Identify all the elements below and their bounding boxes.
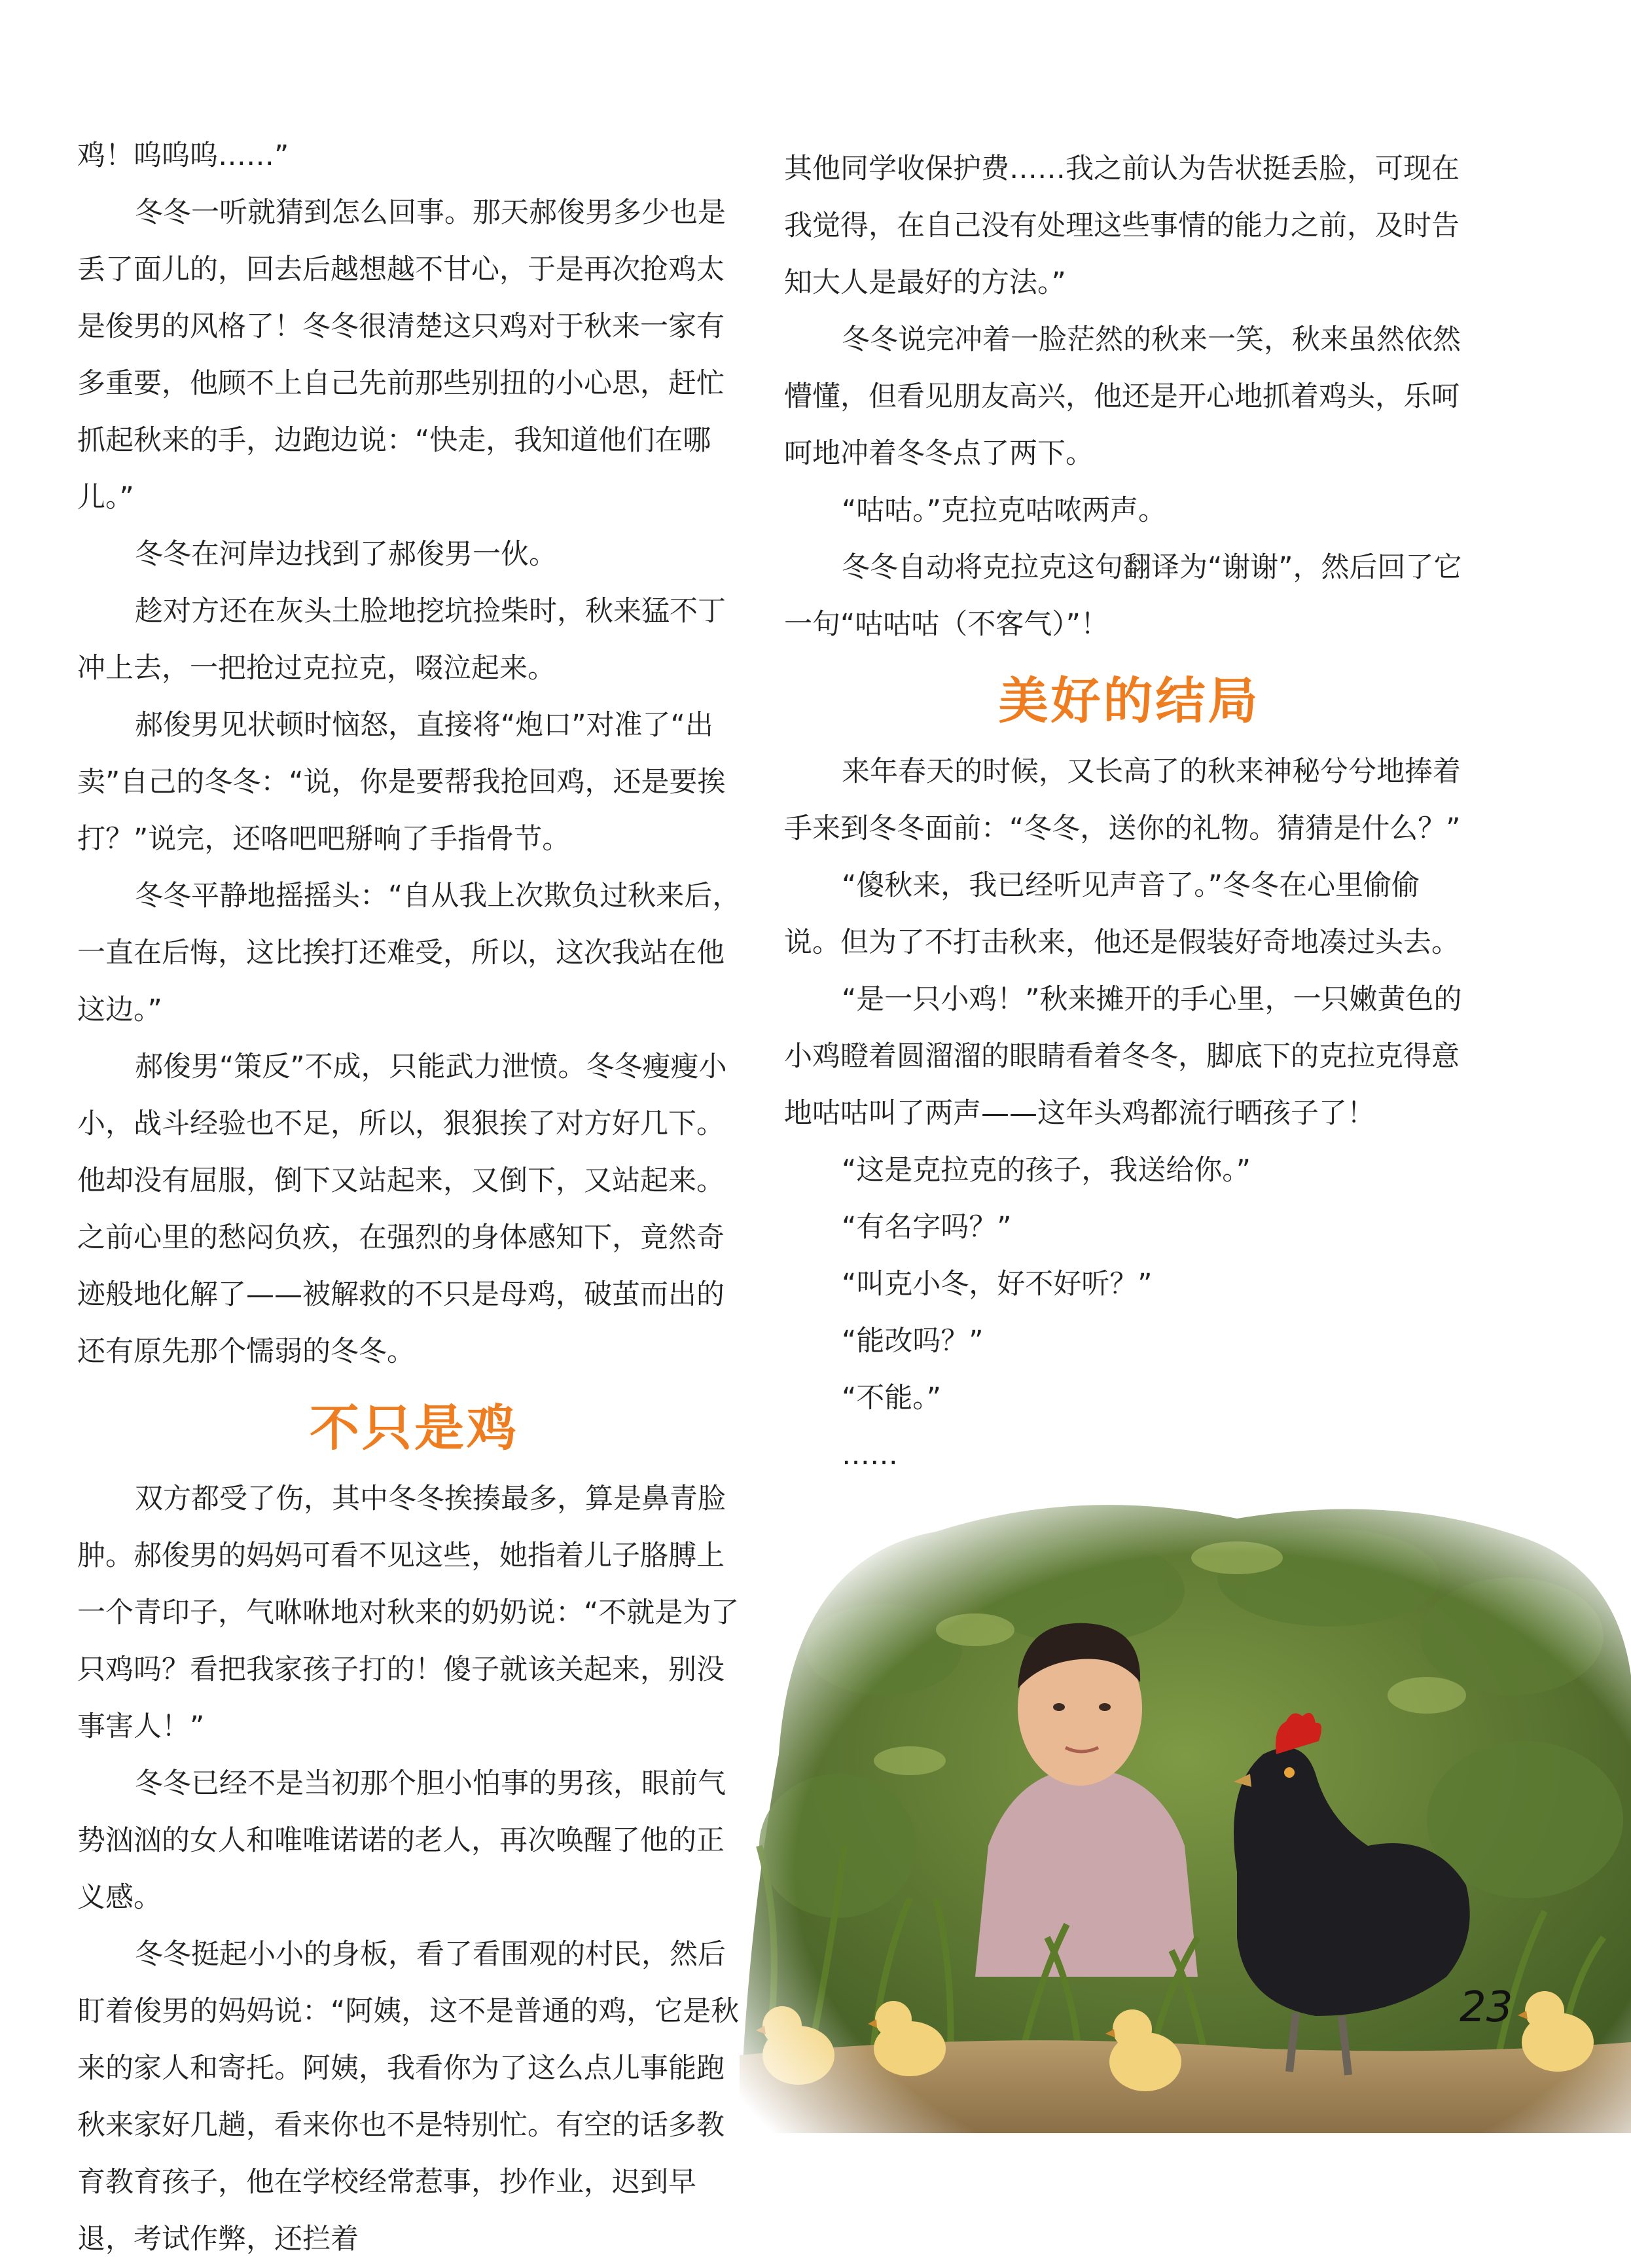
paragraph: “叫克小冬，好不好听？” <box>842 1268 1153 1301</box>
paragraph: 冬冬自动将克拉克这句翻译为“谢谢”，然后回了它一句“咕咕咕（不客气）”！ <box>784 551 1462 641</box>
paragraph: “不能。” <box>842 1382 942 1414</box>
section-heading: 美好的结局 <box>998 672 1261 730</box>
paragraph: 其他同学收保护费……我之前认为告状挺丢脸，可现在我觉得，在自己没有处理这些事情的能力之前，及时告知大人是最好的方法。” <box>784 153 1460 299</box>
paragraph: 趁对方还在灰头土脸地挖坑捡柴时，秋来猛不丁冲上去，一把抢过克拉克，啜泣起来。 <box>77 595 726 685</box>
paragraph: “咕咕。”克拉克咕哝两声。 <box>842 494 1167 527</box>
section-heading: 不只是鸡 <box>310 1399 519 1457</box>
paragraph: “这是克拉克的孩子，我送给你。” <box>842 1154 1251 1187</box>
paragraph: “是一只小鸡！”秋来摊开的手心里，一只嫩黄色的小鸡瞪着圆溜溜的眼睛看着冬冬，脚底下的克拉克得意地咕咕叫了两声——这年头鸡都流行晒孩子了！ <box>784 983 1462 1130</box>
paragraph: “有名字吗？” <box>842 1211 1012 1244</box>
paragraph: 冬冬说完冲着一脸茫然的秋来一笑，秋来虽然依然懵懂，但看见朋友高兴，他还是开心地抓着鸡头，乐呵呵地冲着冬冬点了两下。 <box>784 323 1461 470</box>
text-column-left <box>77 128 751 2268</box>
page-number: 23 <box>1460 1983 1513 2032</box>
paragraph: 冬冬挺起小小的身板，看了看围观的村民，然后盯着俊男的妈妈说：“阿姨，这不是普通的鸡，它是秋来的家人和寄托。阿姨，我看你为了这么点儿事能跑秋来家好几趟，看来你也不是特别忙。有空的话多教育教育孩子，他在学校经常惹事，抄作业，迟到早退，考试作弊，还拦着 <box>77 1938 740 2256</box>
paragraph: 鸡！呜呜呜……” <box>77 139 289 172</box>
paragraph: 郝俊男见状顿时恼怒，直接将“炮口”对准了“出卖”自己的冬冬：“说，你是要帮我抢回鸡，还是要挨打？”说完，还咯吧吧掰响了手指骨节。 <box>77 709 726 855</box>
paragraph: 双方都受了伤，其中冬冬挨揍最多，算是鼻青脸肿。郝俊男的妈妈可看不见这些，她指着儿子胳膊上一个青印子，气咻咻地对秋来的奶奶说：“不就是为了只鸡吗？看把我家孩子打的！傻子就该关起来，别没事害人！” <box>77 1483 740 1743</box>
paragraph: 来年春天的时候，又长高了的秋来神秘兮兮地捧着手来到冬冬面前：“冬冬，送你的礼物。猜猜是什么？” <box>784 755 1461 845</box>
paragraph: 冬冬一听就猜到怎么回事。那天郝俊男多少也是丢了面儿的，回去后越想越不甘心，于是再次抢鸡太是俊男的风格了！冬冬很清楚这只鸡对于秋来一家有多重要，他顾不上自己先前那些别扭的小心思，赶忙抓起秋来的手，边跑边说：“快走，我知道他们在哪儿。” <box>77 196 726 514</box>
story-illustration <box>740 1479 1631 2133</box>
paragraph: 郝俊男“策反”不成，只能武力泄愤。冬冬瘦瘦小小，战斗经验也不足，所以，狠狠挨了对方好几下。他却没有屈服，倒下又站起来，又倒下，又站起来。之前心里的愁闷负疚，在强烈的身体感知下，竟然奇迹般地化解了——被解救的不只是母鸡，破茧而出的还有原先那个懦弱的冬冬。 <box>77 1051 727 1368</box>
paragraph: 冬冬在河岸边找到了郝俊男一伙。 <box>135 538 557 571</box>
paragraph: “能改吗？” <box>842 1325 984 1358</box>
paragraph: 冬冬平静地摇摇头：“自从我上次欺负过秋来后，一直在后悔，这比挨打还难受，所以，这次我站在他这边。” <box>77 880 741 1026</box>
paragraph: “傻秋来，我已经听见声音了。”冬冬在心里偷偷说。但为了不打击秋来，他还是假装好奇地凑过头去。 <box>784 869 1460 959</box>
paragraph: …… <box>842 1439 898 1471</box>
paragraph: 冬冬已经不是当初那个胆小怕事的男孩，眼前气势汹汹的女人和唯唯诺诺的老人，再次唤醒了他的正义感。 <box>77 1767 726 1914</box>
text-column-right <box>784 141 1475 1484</box>
